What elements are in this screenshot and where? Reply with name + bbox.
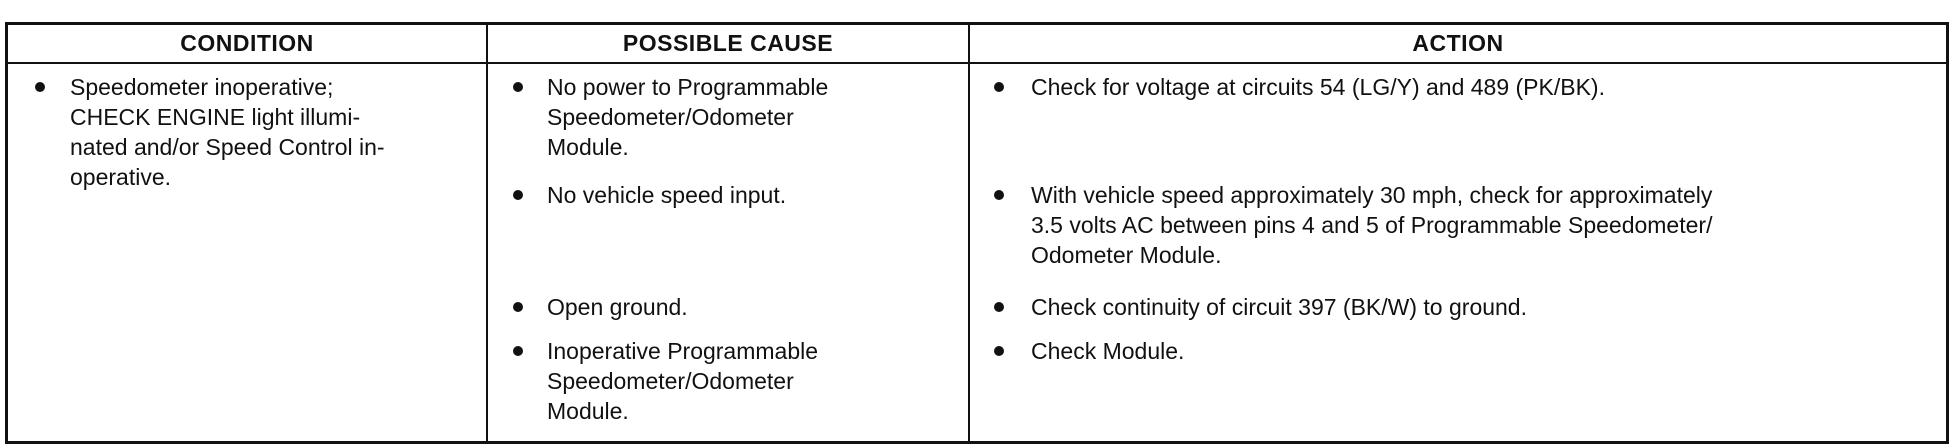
cause-text: No vehicle speed input. <box>547 182 787 208</box>
action-text: Check for voltage at circuits 54 (LG/Y) and 489 (PK/BK). <box>1031 74 1605 100</box>
cause-text: No power to Programmable Speedometer/Odometer Module. <box>547 74 829 160</box>
bullet-icon <box>994 82 1004 92</box>
bullet-icon <box>994 190 1004 200</box>
bullet-icon <box>513 190 523 200</box>
header-condition: CONDITION <box>180 30 314 56</box>
bullet-icon <box>513 302 523 312</box>
diagnosis-table <box>5 22 1949 444</box>
bullet-icon <box>994 346 1004 356</box>
cause-text: Open ground. <box>547 294 688 320</box>
bullet-icon <box>513 346 523 356</box>
header-possible-cause: POSSIBLE CAUSE <box>622 30 834 56</box>
possible-cause-cell <box>488 64 968 441</box>
table-header-row <box>8 25 1946 64</box>
condition-cell <box>8 64 486 441</box>
action-cell <box>970 64 1946 441</box>
action-text: Check continuity of circuit 397 (BK/W) to ground. <box>1031 294 1527 320</box>
action-text: Check Module. <box>1031 338 1185 364</box>
bullet-icon <box>513 82 523 92</box>
action-text: With vehicle speed approximately 30 mph, check for approximately 3.5 volts AC between pins 4 and 5 of Programmable Speedometer/ Odometer Module. <box>1031 182 1713 268</box>
bullet-icon <box>994 302 1004 312</box>
header-action: ACTION <box>1412 30 1504 56</box>
bullet-icon <box>35 82 45 92</box>
condition-text: Speedometer inoperative; CHECK ENGINE light illumi- nated and/or Speed Control in- operative. <box>70 74 385 190</box>
cause-text: Inoperative Programmable Speedometer/Odometer Module. <box>547 338 819 424</box>
